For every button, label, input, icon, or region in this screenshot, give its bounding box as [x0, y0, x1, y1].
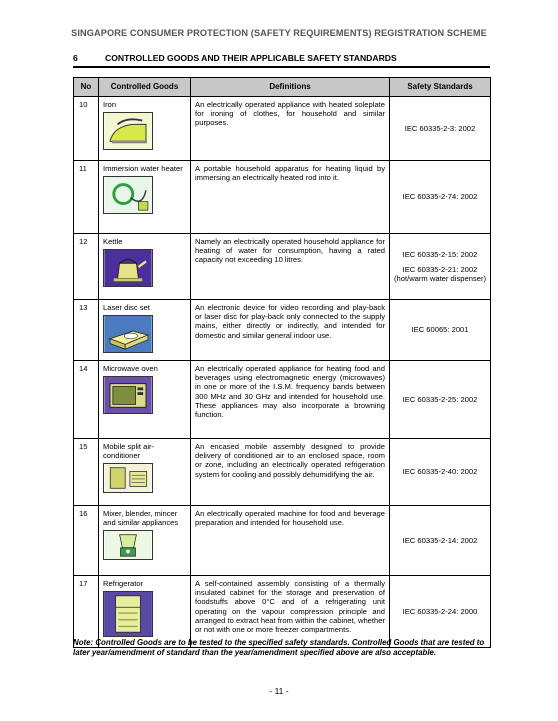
table-header-row [74, 78, 491, 97]
goods-name: Mobile split air-conditioner [103, 442, 155, 461]
iron-icon [103, 112, 153, 150]
standards-cell [390, 97, 491, 161]
standard-text: IEC 60335-2-21: 2002 (hot/warm water dispenser) [394, 264, 487, 284]
definition-cell: An encased mobile assembly designed to provide delivery of conditioned air to an enclosed space, room or zone, including an electrically operated refrigeration system for cooling and possibly dehumidifying the air. [191, 439, 390, 506]
table-row [74, 161, 491, 234]
section-number: 6 [73, 53, 78, 63]
laser-disc-player-icon [103, 315, 153, 353]
table-row [74, 300, 491, 361]
standard-text: IEC 60335-2-24: 2000 [402, 606, 478, 616]
column-header-standards: Safety Standards [390, 78, 491, 97]
footnote: Note: Controlled Goods are to be tested to the specified safety standards. Controlled Goods that are tested to later year/amendment of standard than the year/amendment specified above are also acceptable. [73, 638, 485, 658]
column-header-definitions: Definitions [191, 78, 390, 97]
definition-cell: An electrically operated machine for food and beverage preparation and intended for household use. [191, 506, 390, 576]
standards-cell [390, 361, 491, 439]
row-number: 17 [74, 576, 99, 648]
blender-icon [103, 530, 153, 560]
definition-cell: A self-contained assembly consisting of a thermally insulated cabinet for the storage and preservation of foodstuffs above 0°C and of a refrigerating unit operating on the vapour compression principle and arranged to extract heat from within the cabinet, whether or not with one or more freezer compartments. [191, 576, 390, 648]
goods-name: Iron [103, 100, 117, 109]
controlled-goods-table [73, 77, 491, 648]
refrigerator-icon [103, 591, 153, 637]
goods-cell [99, 300, 191, 361]
standard-text: IEC 60335-2-74: 2002 [402, 192, 478, 202]
row-number: 15 [74, 439, 99, 506]
standards-cell [390, 506, 491, 576]
goods-name: Mixer, blender, mincer and similar appliances [103, 509, 179, 528]
table-row [74, 234, 491, 300]
standard-text: IEC 60335-2-25: 2002 [402, 394, 478, 404]
standards-cell [390, 161, 491, 234]
goods-cell [99, 161, 191, 234]
goods-name: Kettle [103, 237, 123, 246]
row-number: 16 [74, 506, 99, 576]
table-row [74, 361, 491, 439]
row-number: 10 [74, 97, 99, 161]
row-number: 12 [74, 234, 99, 300]
page-number: - 11 - [269, 686, 289, 696]
goods-cell [99, 576, 191, 648]
immersion-heater-icon [103, 176, 153, 214]
definition-cell: An electrically operated appliance for heating food and beverages using electromagnetic energy (microwaves) in one or more of the I.S.M. frequency bands between 300 MHz and 30 GHz and intended for household use. These appliances may also incorporate a browning function. [191, 361, 390, 439]
standard-text: IEC 60335-2-14: 2002 [402, 535, 478, 545]
standards-cell [390, 576, 491, 648]
standard-text: IEC 60335-2-15: 2002 [402, 249, 478, 259]
standards-cell [390, 234, 491, 300]
section-heading [73, 53, 493, 63]
goods-name: Refrigerator [103, 579, 144, 588]
row-number: 14 [74, 361, 99, 439]
goods-name: Laser disc set [103, 303, 150, 312]
goods-cell [99, 439, 191, 506]
column-header-no: No [74, 78, 99, 97]
goods-cell [99, 97, 191, 161]
definition-cell: Namely an electrically operated household appliance for heating of water for consumption, having a rated capacity not exceeding 10 litres. [191, 234, 390, 300]
section-divider [73, 66, 490, 68]
goods-cell [99, 506, 191, 576]
goods-name: Immersion water heater [103, 164, 183, 173]
row-number: 13 [74, 300, 99, 361]
definition-cell: An electronic device for video recording and play-back or laser disc for play-back only connected to the supply mains, either directly or indirectly, and intended for domestic and similar general indoor use. [191, 300, 390, 361]
goods-cell [99, 361, 191, 439]
table-row [74, 506, 491, 576]
document-header: SINGAPORE CONSUMER PROTECTION (SAFETY REQUIREMENTS) REGISTRATION SCHEME [71, 28, 487, 38]
section-title: CONTROLLED GOODS AND THEIR APPLICABLE SAFETY STANDARDS [105, 53, 397, 63]
standard-text: IEC 60335-2-3: 2002 [404, 123, 476, 133]
microwave-oven-icon [103, 376, 153, 414]
table-row [74, 439, 491, 506]
row-number: 11 [74, 161, 99, 234]
table-row [74, 97, 491, 161]
standards-cell [390, 300, 491, 361]
column-header-goods: Controlled Goods [99, 78, 191, 97]
table-row [74, 576, 491, 648]
kettle-icon [103, 249, 153, 287]
standard-text: IEC 60065: 2001 [411, 325, 469, 335]
standard-text: IEC 60335-2-40: 2002 [402, 467, 478, 477]
definition-cell: A portable household apparatus for heating liquid by immersing an electrically heated rod into it. [191, 161, 390, 234]
air-conditioner-icon [103, 463, 153, 493]
goods-cell [99, 234, 191, 300]
goods-name: Microwave oven [103, 364, 158, 373]
standards-cell [390, 439, 491, 506]
definition-cell: An electrically operated appliance with heated soleplate for ironing of clothes, for household and similar purposes. [191, 97, 390, 161]
